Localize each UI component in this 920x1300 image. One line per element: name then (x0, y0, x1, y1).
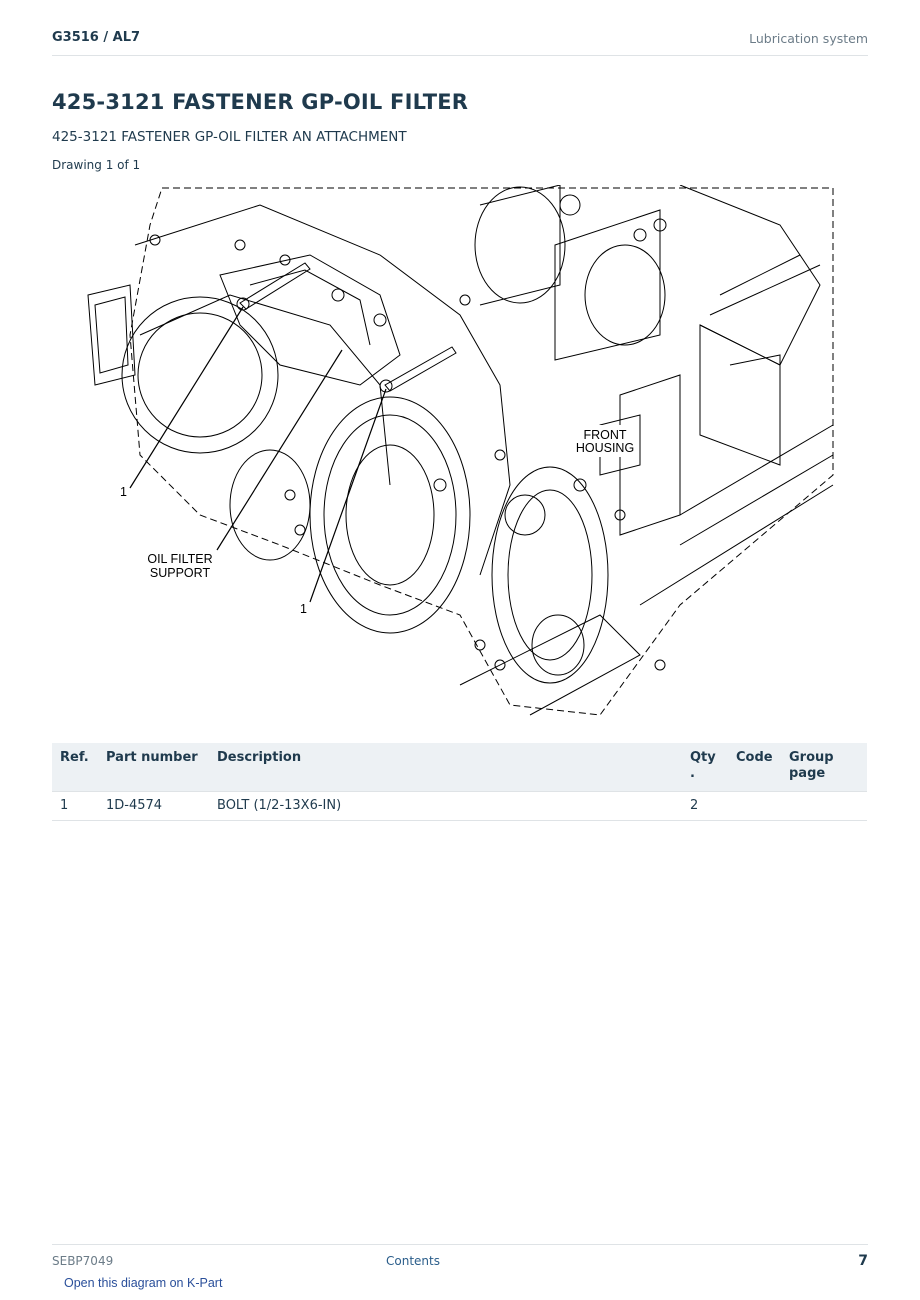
page-footer (52, 1244, 868, 1274)
cell-part-number: 1D-4574 (98, 792, 209, 821)
callout-1-lower: 1 (300, 602, 307, 616)
model-label: G3516 / AL7 (52, 30, 141, 45)
cell-qty: 2 (682, 792, 728, 821)
cell-ref: 1 (52, 792, 98, 821)
page-subtitle: 425-3121 FASTENER GP-OIL FILTER AN ATTACHMENT (52, 129, 407, 145)
col-description: Description (209, 743, 682, 792)
kpart-link[interactable]: Open this diagram on K-Part (64, 1276, 223, 1290)
document-number: SEBP7049 (52, 1254, 114, 1268)
page-number: 7 (858, 1253, 868, 1269)
page-header (52, 28, 868, 56)
col-qty: Qty . (682, 743, 728, 792)
parts-diagram (80, 185, 840, 720)
col-group-page: Group page (781, 743, 867, 792)
front-housing-label-line1: FRONT (583, 428, 627, 442)
table-header-row (52, 743, 867, 792)
table-row (52, 792, 867, 821)
callout-1-upper: 1 (120, 485, 127, 499)
oil-filter-support-label-line1: OIL FILTER (147, 552, 213, 566)
cell-description: BOLT (1/2-13X6-IN) (209, 792, 682, 821)
col-code: Code (728, 743, 781, 792)
contents-link[interactable]: Contents (386, 1254, 440, 1268)
drawing-counter: Drawing 1 of 1 (52, 158, 141, 172)
col-ref: Ref. (52, 743, 98, 792)
parts-table (52, 743, 867, 821)
cell-group-page (781, 792, 867, 821)
col-part-number: Part number (98, 743, 209, 792)
front-housing-label-line2: HOUSING (575, 441, 635, 455)
section-label: Lubrication system (749, 31, 868, 46)
page-title: 425-3121 FASTENER GP-OIL FILTER (52, 90, 469, 114)
engine-block-illustration (80, 185, 840, 720)
cell-code (728, 792, 781, 821)
oil-filter-support-label-line2: SUPPORT (149, 566, 211, 580)
